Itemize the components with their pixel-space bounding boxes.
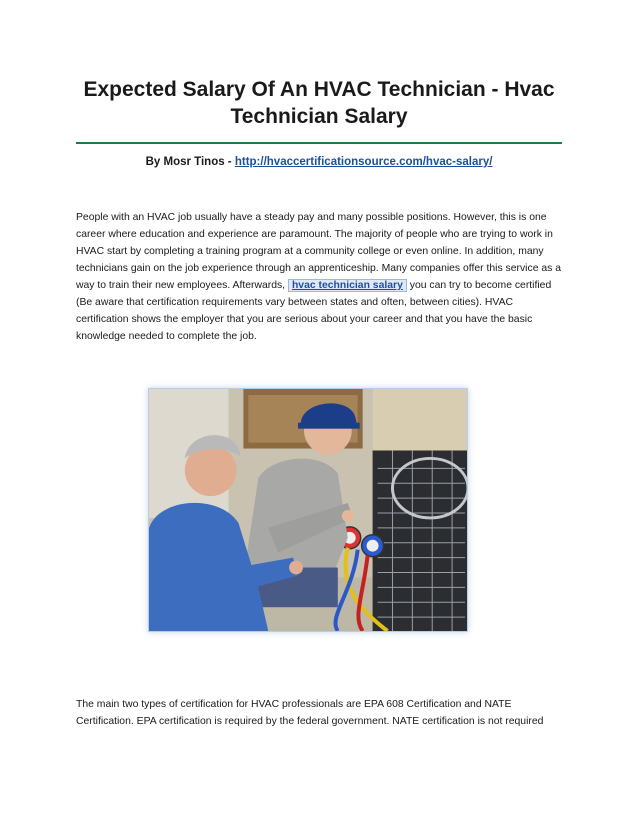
hvac-salary-link[interactable]: hvac technician salary (288, 279, 407, 292)
paragraph-1-text-a: People with an HVAC job usually have a steady pay and many possible positions. However, this is one career where education and experience are paramount. The majority of people who are trying to work in HVAC start by completing a training program at a community college or even online. In addition, many technicians gain on the job experience through an apprenticeship. Many companies offer this service as a way to train their new employees. Afterwards, (76, 212, 561, 291)
source-link[interactable]: http://hvaccertificationsource.com/hvac-salary/ (234, 156, 493, 168)
paragraph-1-text-b: you can try to become certified (Be aware that certification requirements vary between states and often, between cities). HVAC certification shows the employer that you are serious about your career and that you have the basic knowledge needed to complete the job. (76, 280, 552, 342)
technicians-photo-illustration (149, 389, 467, 631)
byline-author: By Mosr Tinos - (145, 156, 235, 168)
title-divider (76, 142, 562, 144)
technicians-photo (148, 388, 468, 632)
body-paragraph-1 (76, 209, 562, 345)
body-paragraph-2: The main two types of certification for HVAC professionals are EPA 608 Certification and NATE Certification. EPA certification is required by the federal government. NATE certification is not required (76, 699, 544, 727)
byline (76, 156, 562, 168)
document-title: Expected Salary Of An HVAC Technician - Hvac Technician Salary (83, 78, 555, 128)
